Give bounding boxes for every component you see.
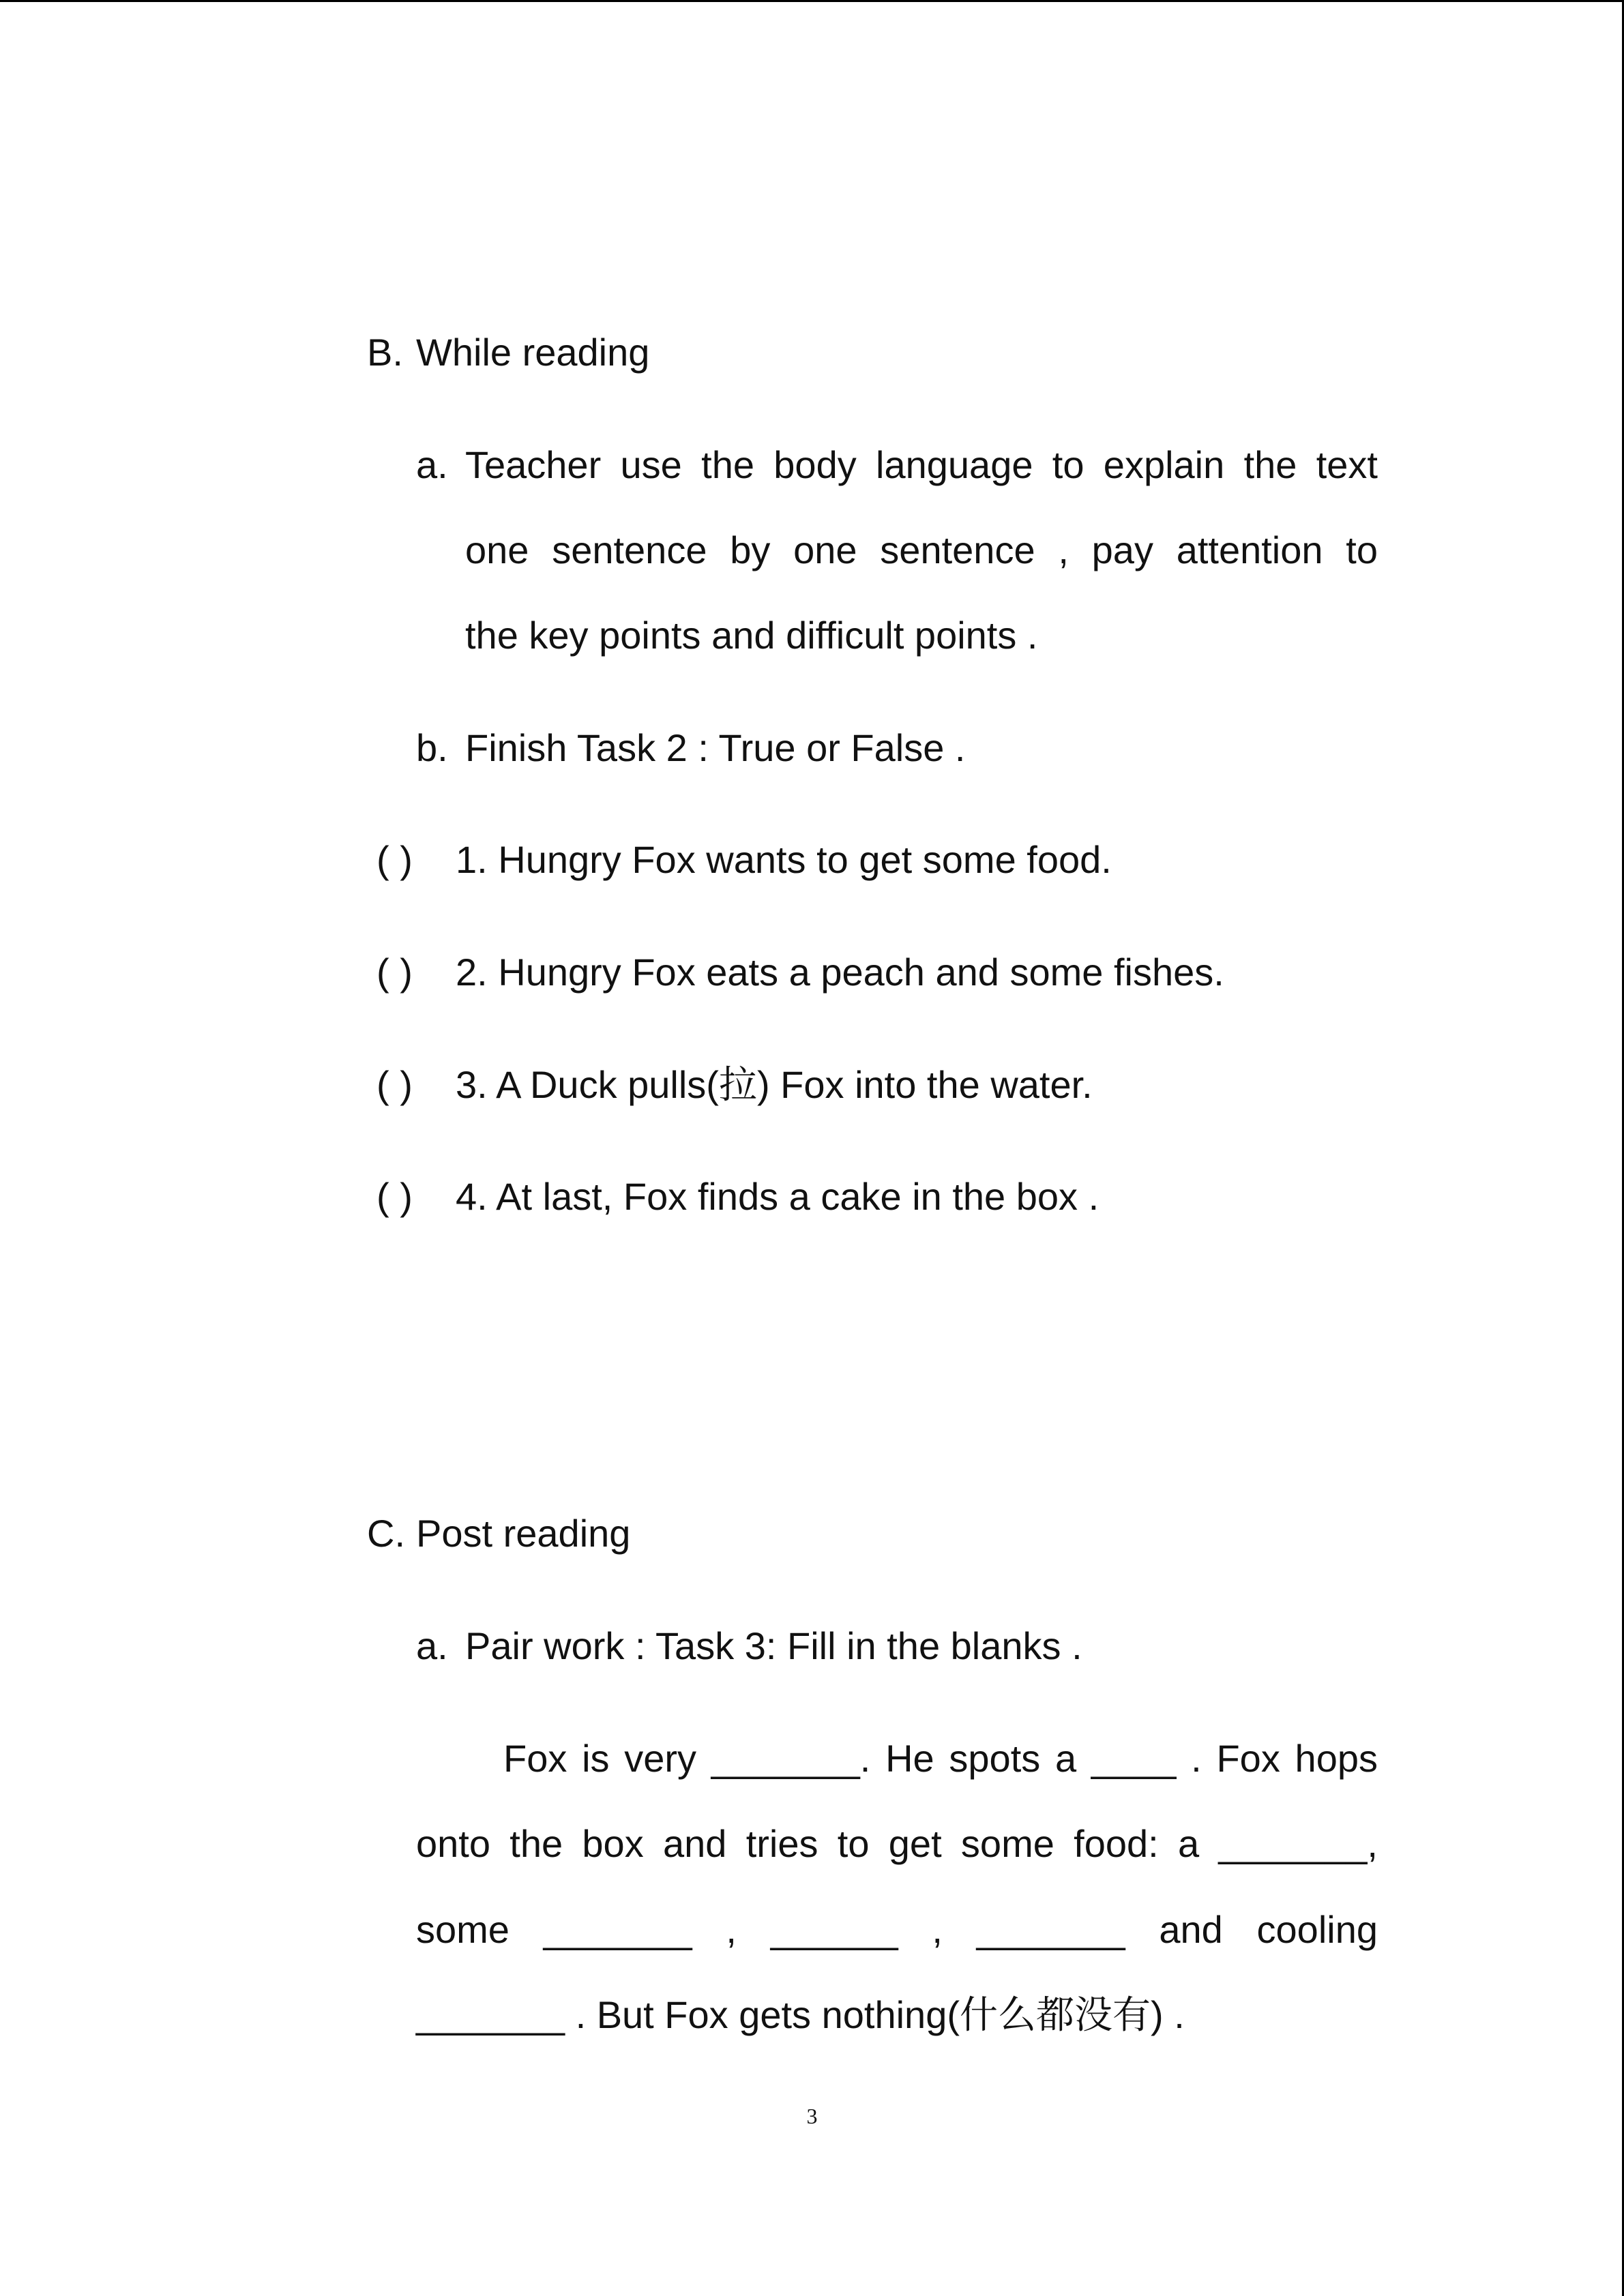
section-b-heading: [367, 329, 649, 376]
tf-answer-blank: ( ): [377, 951, 413, 994]
tf-item-1: [377, 836, 1112, 884]
tf-answer-blank: ( ): [377, 838, 413, 881]
passage-line-3: some _______ , ______ , _______ and cooling: [416, 1908, 1378, 1951]
section-c-marker: C.: [367, 1512, 405, 1555]
section-b-marker: B.: [367, 331, 403, 374]
section-c-heading: [367, 1510, 630, 1557]
item-b-b: [416, 724, 965, 772]
passage-line-1: Fox is very _______. He spots a ____ . Fox hops: [503, 1737, 1378, 1780]
item-b-a-line-3: the key points and difficult points .: [465, 614, 1038, 657]
tf-statement: 4. At last, Fox finds a cake in the box .: [456, 1175, 1099, 1218]
item-c-a-marker: a.: [416, 1624, 448, 1667]
tf-statement: 1. Hungry Fox wants to get some food.: [456, 838, 1112, 881]
tf-statement: 3. A Duck pulls(拉) Fox into the water.: [456, 1063, 1093, 1106]
top-border-line: [0, 0, 1624, 2]
page-number: 3: [806, 2104, 818, 2128]
item-c-a-text: Pair work : Task 3: Fill in the blanks .: [465, 1624, 1082, 1667]
passage-line-4: _______ . But Fox gets nothing(什么都没有) .: [416, 1993, 1185, 2036]
item-b-b-marker: b.: [416, 726, 448, 769]
tf-statement: 2. Hungry Fox eats a peach and some fishes.: [456, 951, 1224, 994]
section-c-title: Post reading: [416, 1512, 631, 1555]
item-c-a: [416, 1622, 1082, 1670]
item-b-a-marker: a.: [416, 443, 448, 486]
tf-answer-blank: ( ): [377, 1175, 413, 1218]
item-b-a-line-1: Teacher use the body language to explain the text: [465, 443, 1378, 486]
item-b-b-text: Finish Task 2 : True or False .: [465, 726, 966, 769]
section-b-title: While reading: [416, 331, 650, 374]
tf-item-2: [377, 949, 1224, 996]
item-b-a-line-2: one sentence by one sentence , pay attention to: [465, 528, 1378, 571]
tf-answer-blank: ( ): [377, 1063, 413, 1106]
tf-item-3: [377, 1061, 1093, 1109]
tf-item-4: [377, 1173, 1099, 1221]
passage-line-2: onto the box and tries to get some food: a _______,: [416, 1822, 1378, 1865]
